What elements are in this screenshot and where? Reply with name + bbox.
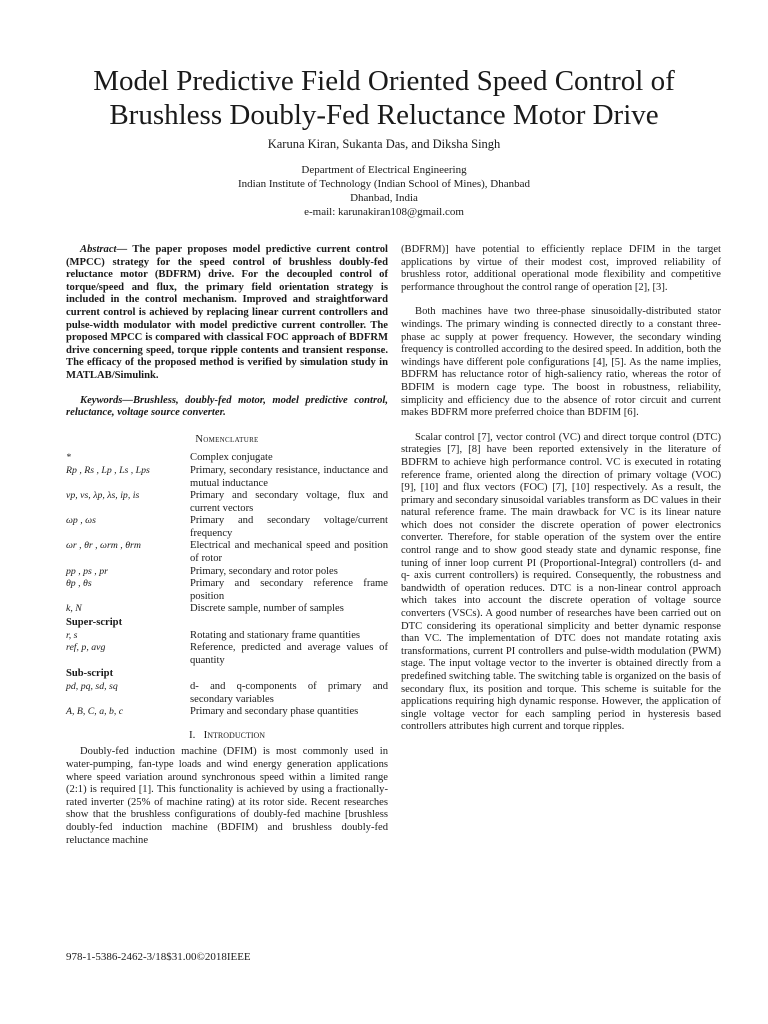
nomenclature-row [66,630,388,643]
nomenclature-row [66,642,388,667]
nomenclature-symbol: pd, pq, sd, sq [66,681,118,692]
nomenclature-symbol: Rp , Rs , Lp , Ls , Lps [66,464,150,476]
nomenclature-symbol: ωr , θr , ωrm , θrm [66,540,141,552]
body-paragraph-3: Scalar control [7], vector control (VC) and direct torque control (DTC) strategies [7], [8] have been reported extensively in the literature of BDFRM to achieve high performance control. VC is executed in rotating reference frame, oriented along the direction of primary voltage (VOC) [9], [10] and flux vectors (FOC) [7], [10] respectively. As a result, the primary and secondary sinusoidal variables transform as DC values in their natural reference frame. The main drawback for VC is its linear nature which does not consider the discrete operation of power electronics converter. Therefore, for stable operation of the system over the entire control range and to show good steady state and dynamic response, fine tuning of inner loop current PI (Proportional-Integral) controllers (d- and q- axis current controllers) is required. Consequently, the robustness and bandwidth of operation reduces. DTC is a non-linear control approach which takes into account the discrete operation of voltage source converters (VSCs). A good number of researches have been carried out on DTC considering its operational simplicity and better dynamic response than VC. The implementation of DTC does not mandate rotating axis transformations, current PI controllers and pulse-width modulation (PWM) stage. The input voltage vector to the inverter is obtained directly from a predefined switching table. The switching table is organized on the basis of secondary flux, its position and torque. This scheme is suitable for the applications requiring high dynamic response. However, the application of single voltage vector for each sampling period in hysteresis based controllers attributes high current and torque ripples. [401,431,721,733]
section-heading-introduction [66,729,388,742]
nomenclature-row [66,490,388,515]
abstract-label: Abstract [80,244,117,255]
title-line-1: Model Predictive Field Oriented Speed Control of [93,65,675,97]
nomenclature-definition: Primary and secondary phase quantities [190,706,359,718]
nomenclature-definition: Complex conjugate [190,452,273,464]
body-paragraph-2: Both machines have two three-phase sinusoidally-distributed stator windings. The primary winding is connected directly to a constant three-phase ac supply at power frequency. However, the secondary winding frequency is controlled according to the desired speed. In addition, both the windings have different pole configurations [4], [5]. As the name implies, BDFRM has reluctance rotor of high-saliency ratio, whereas the rotor of BDFIM is modern cage type. The boost in robustness, reliability, simplicity and efficiency due to the absence of rotor circuit and current makes BDFRM more preferred choice than BDFIM [6]. [401,306,721,419]
nomenclature-symbol: A, B, C, a, b, c [66,706,124,718]
nomenclature-heading: Nomenclature [195,433,259,445]
intro-paragraph-1: Doubly-fed induction machine (DFIM) is most commonly used in water-pumping, fan-type loads and wind energy generation applications where speed variation around synchronous speed within a limited range (2:1) is required [1]. This functionality is achieved by using a fractionally-rated inverter (25% of machine rating) at its rotor side. Recent researches show that the brushless configurations of doubly-fed machine [brushless doubly-fed induction machine (BDFIM) and brushless doubly-fed reluctance machine [66,746,388,846]
nomenclature-row [66,465,388,490]
nomenclature-row [66,540,388,565]
section-number: I. [188,728,196,741]
superscript-heading: Super-script [66,617,123,629]
nomenclature-definition: Primary, secondary resistance, inductance and mutual inductance [190,464,388,489]
title-line-2: Brushless Doubly-Fed Reluctance Motor Drive [109,99,659,131]
section-title: Introduction [203,728,266,741]
keywords: Keywords—Brushless, doubly-fed motor, model predictive control, reluctance, voltage source converter. [66,394,388,419]
nomenclature-symbol: k, N [66,603,82,615]
nomenclature-definition: Primary, secondary and rotor poles [190,565,338,577]
nomenclature-symbol: r, s [66,629,78,641]
affiliation-email: e-mail: karunakiran108@gmail.com [304,206,464,218]
nomenclature-symbol: ref, p, avg [66,642,106,654]
nomenclature-symbol: ωp , ωs [66,515,96,527]
authors: Karuna Kiran, Sukanta Das, and Diksha Singh [267,137,501,151]
affiliation [0,163,768,219]
nomenclature-symbol: vp, vs, λp, λs, ip, is [66,490,140,502]
nomenclature-table [66,452,388,718]
copyright-footer: 978-1-5386-2462-3/18$31.00©2018IEEE [66,951,251,963]
nomenclature-symbol: * [66,452,71,464]
nomenclature-definition: Primary and secondary reference frame position [190,578,388,602]
nomenclature-definition: d- and q-components of primary and secondary variables [190,681,388,705]
affiliation-institute: Indian Institute of Technology (Indian School of Mines), Dhanbad [238,178,530,190]
right-column [401,244,721,734]
nomenclature-symbol: pp , ps , pr [66,565,108,577]
nomenclature-row [66,681,388,706]
nomenclature-row [66,566,388,579]
nomenclature-row [66,578,388,603]
nomenclature-definition: Rotating and stationary frame quantities [190,629,361,641]
nomenclature-definition: Primary and secondary voltage, flux and current vectors [190,490,388,514]
paper-title [0,64,768,132]
affiliation-city: Dhanbad, India [350,192,418,204]
left-column [66,244,388,847]
nomenclature-definition: Reference, predicted and average values of quantity [190,642,388,666]
body-paragraph-1: (BDFRM)] have potential to efficiently replace DFIM in the target applications by virtue of their modest cost, improved reliability of brushless rotor, additional operational mode flexibility and competitive performance throughout the control range of operation [2], [3]. [401,244,721,293]
nomenclature-row [66,515,388,540]
nomenclature-row [66,603,388,616]
nomenclature-definition: Discrete sample, number of samples [190,603,344,615]
nomenclature-definition: Electrical and mechanical speed and position of rotor [190,540,388,565]
subscript-heading: Sub-script [66,668,114,680]
nomenclature-row [66,706,388,719]
nomenclature-symbol: θp , θs [66,578,92,590]
affiliation-dept: Department of Electrical Engineering [301,164,467,176]
nomenclature-definition: Primary and secondary voltage/current frequency [190,515,388,539]
abstract-text: — The paper proposes model predictive current control (MPCC) strategy for the speed control of brushless doubly-fed reluctance motor (BDFRM) drive. For the decoupled control of torque/speed and flux, the primary field orientation strategy is included in the control mechanism. Improved and straightforward current control is achieved by replacing linear current controllers and pulse-width modulator with model predictive current controller. The proposed MPCC is compared with classical FOC approach of BDFRM drive concerning speed, torque ripple contents and transient response. The efficacy of the proposed method is verified by simulation study in MATLAB/Simulink. [66,244,388,381]
nomenclature-row [66,452,388,465]
abstract [66,244,388,383]
